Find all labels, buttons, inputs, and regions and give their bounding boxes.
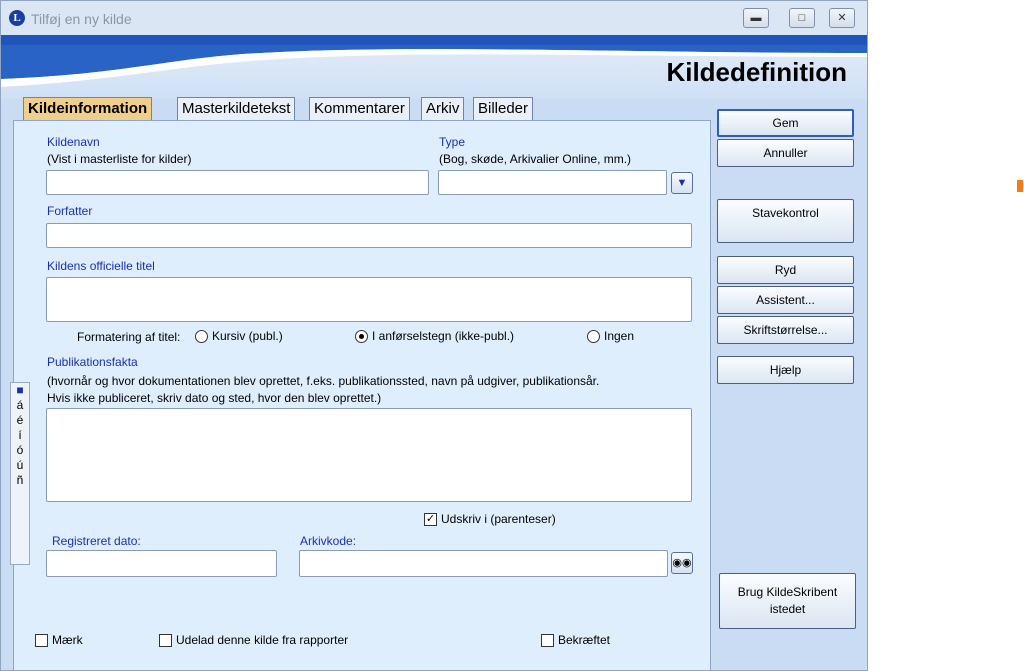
char-u-acute[interactable]: ú — [16, 458, 24, 472]
forfatter-label: Forfatter — [47, 204, 93, 218]
registreret-input[interactable] — [46, 550, 277, 577]
kildenavn-input[interactable] — [46, 170, 429, 195]
insert-char-icon[interactable]: ■ — [16, 383, 24, 397]
udskriv-checkbox[interactable]: ✓ Udskriv i (parenteser) — [425, 512, 556, 526]
arkivkode-input[interactable] — [299, 550, 668, 577]
binoculars-icon: ◉◉ — [672, 557, 692, 569]
arkivkode-search-button[interactable] — [671, 552, 693, 574]
kildenavn-label: Kildenavn — [47, 135, 100, 149]
skriftstoerrelse-button[interactable]: Skriftstørrelse... — [717, 316, 854, 344]
titel-label: Kildens officielle titel — [47, 259, 155, 273]
titel-input[interactable] — [46, 277, 692, 322]
maerk-checkbox[interactable]: Mærk — [35, 633, 83, 647]
bekraeftet-checkbox[interactable]: Bekræftet — [541, 633, 610, 647]
type-input[interactable] — [438, 170, 667, 195]
format-radio-anfoerselstegn[interactable]: I anførselstegn (ikke-publ.) — [355, 329, 514, 343]
tab-masterkildetekst[interactable]: Masterkildetekst — [177, 97, 295, 120]
pub-hint-1: (hvornår og hvor dokumentationen blev oprettet, f.eks. publikationssted, navn på udgiver, publikationsår. — [47, 374, 600, 388]
pub-input[interactable] — [46, 408, 692, 502]
tab-kommentarer[interactable]: Kommentarer — [309, 97, 410, 120]
stavekontrol-button[interactable]: Stavekontrol — [717, 199, 854, 243]
edge-marker — [1017, 180, 1023, 192]
title-bar — [1, 1, 867, 35]
gem-button[interactable]: Gem — [717, 109, 854, 137]
char-n-tilde[interactable]: ñ — [16, 473, 24, 487]
brug-kildeskribent-button[interactable]: Brug KildeSkribent istedet — [719, 573, 856, 629]
maximize-button[interactable]: □ — [789, 8, 815, 28]
tab-arkiv[interactable]: Arkiv — [421, 97, 464, 120]
tab-billeder[interactable]: Billeder — [473, 97, 533, 120]
type-dropdown-button[interactable] — [671, 172, 693, 194]
char-a-acute[interactable]: á — [16, 398, 24, 412]
special-characters-bar — [10, 382, 30, 565]
pub-hint-2: Hvis ikke publiceret, skriv dato og sted, hvor den blev oprettet.) — [47, 391, 382, 405]
window-title: Tilføj en ny kilde — [31, 11, 132, 27]
page-title: Kildedefinition — [666, 57, 847, 87]
char-e-acute[interactable]: é — [16, 413, 24, 427]
ryd-button[interactable]: Ryd — [717, 256, 854, 284]
check-icon: ✓ — [425, 512, 436, 525]
format-radio-ingen[interactable]: Ingen — [587, 329, 634, 343]
assistent-button[interactable]: Assistent... — [717, 286, 854, 314]
pub-label: Publikationsfakta — [47, 355, 138, 369]
type-label: Type — [439, 135, 466, 149]
formatering-label: Formatering af titel: — [77, 330, 181, 344]
udelad-checkbox[interactable]: Udelad denne kilde fra rapporter — [159, 633, 348, 647]
arkivkode-label: Arkivkode: — [300, 534, 357, 548]
char-i-acute[interactable]: í — [18, 428, 22, 442]
char-o-acute[interactable]: ó — [16, 443, 24, 457]
hjaelp-button[interactable]: Hjælp — [717, 356, 854, 384]
type-hint: (Bog, skøde, Arkivalier Online, mm.) — [439, 152, 632, 166]
annuller-button[interactable]: Annuller — [717, 139, 854, 167]
chevron-down-icon: ▼ — [676, 177, 688, 189]
forfatter-input[interactable] — [46, 223, 692, 248]
format-radio-kursiv[interactable]: Kursiv (publ.) — [195, 329, 283, 343]
registreret-label: Registreret dato: — [52, 534, 141, 548]
minimize-button[interactable]: ▬ — [743, 8, 769, 28]
kildenavn-hint: (Vist i masterliste for kilder) — [47, 152, 192, 166]
app-logo-icon: L — [9, 10, 25, 26]
close-button[interactable]: ✕ — [829, 8, 855, 28]
tab-kildeinformation[interactable]: Kildeinformation — [23, 97, 152, 121]
